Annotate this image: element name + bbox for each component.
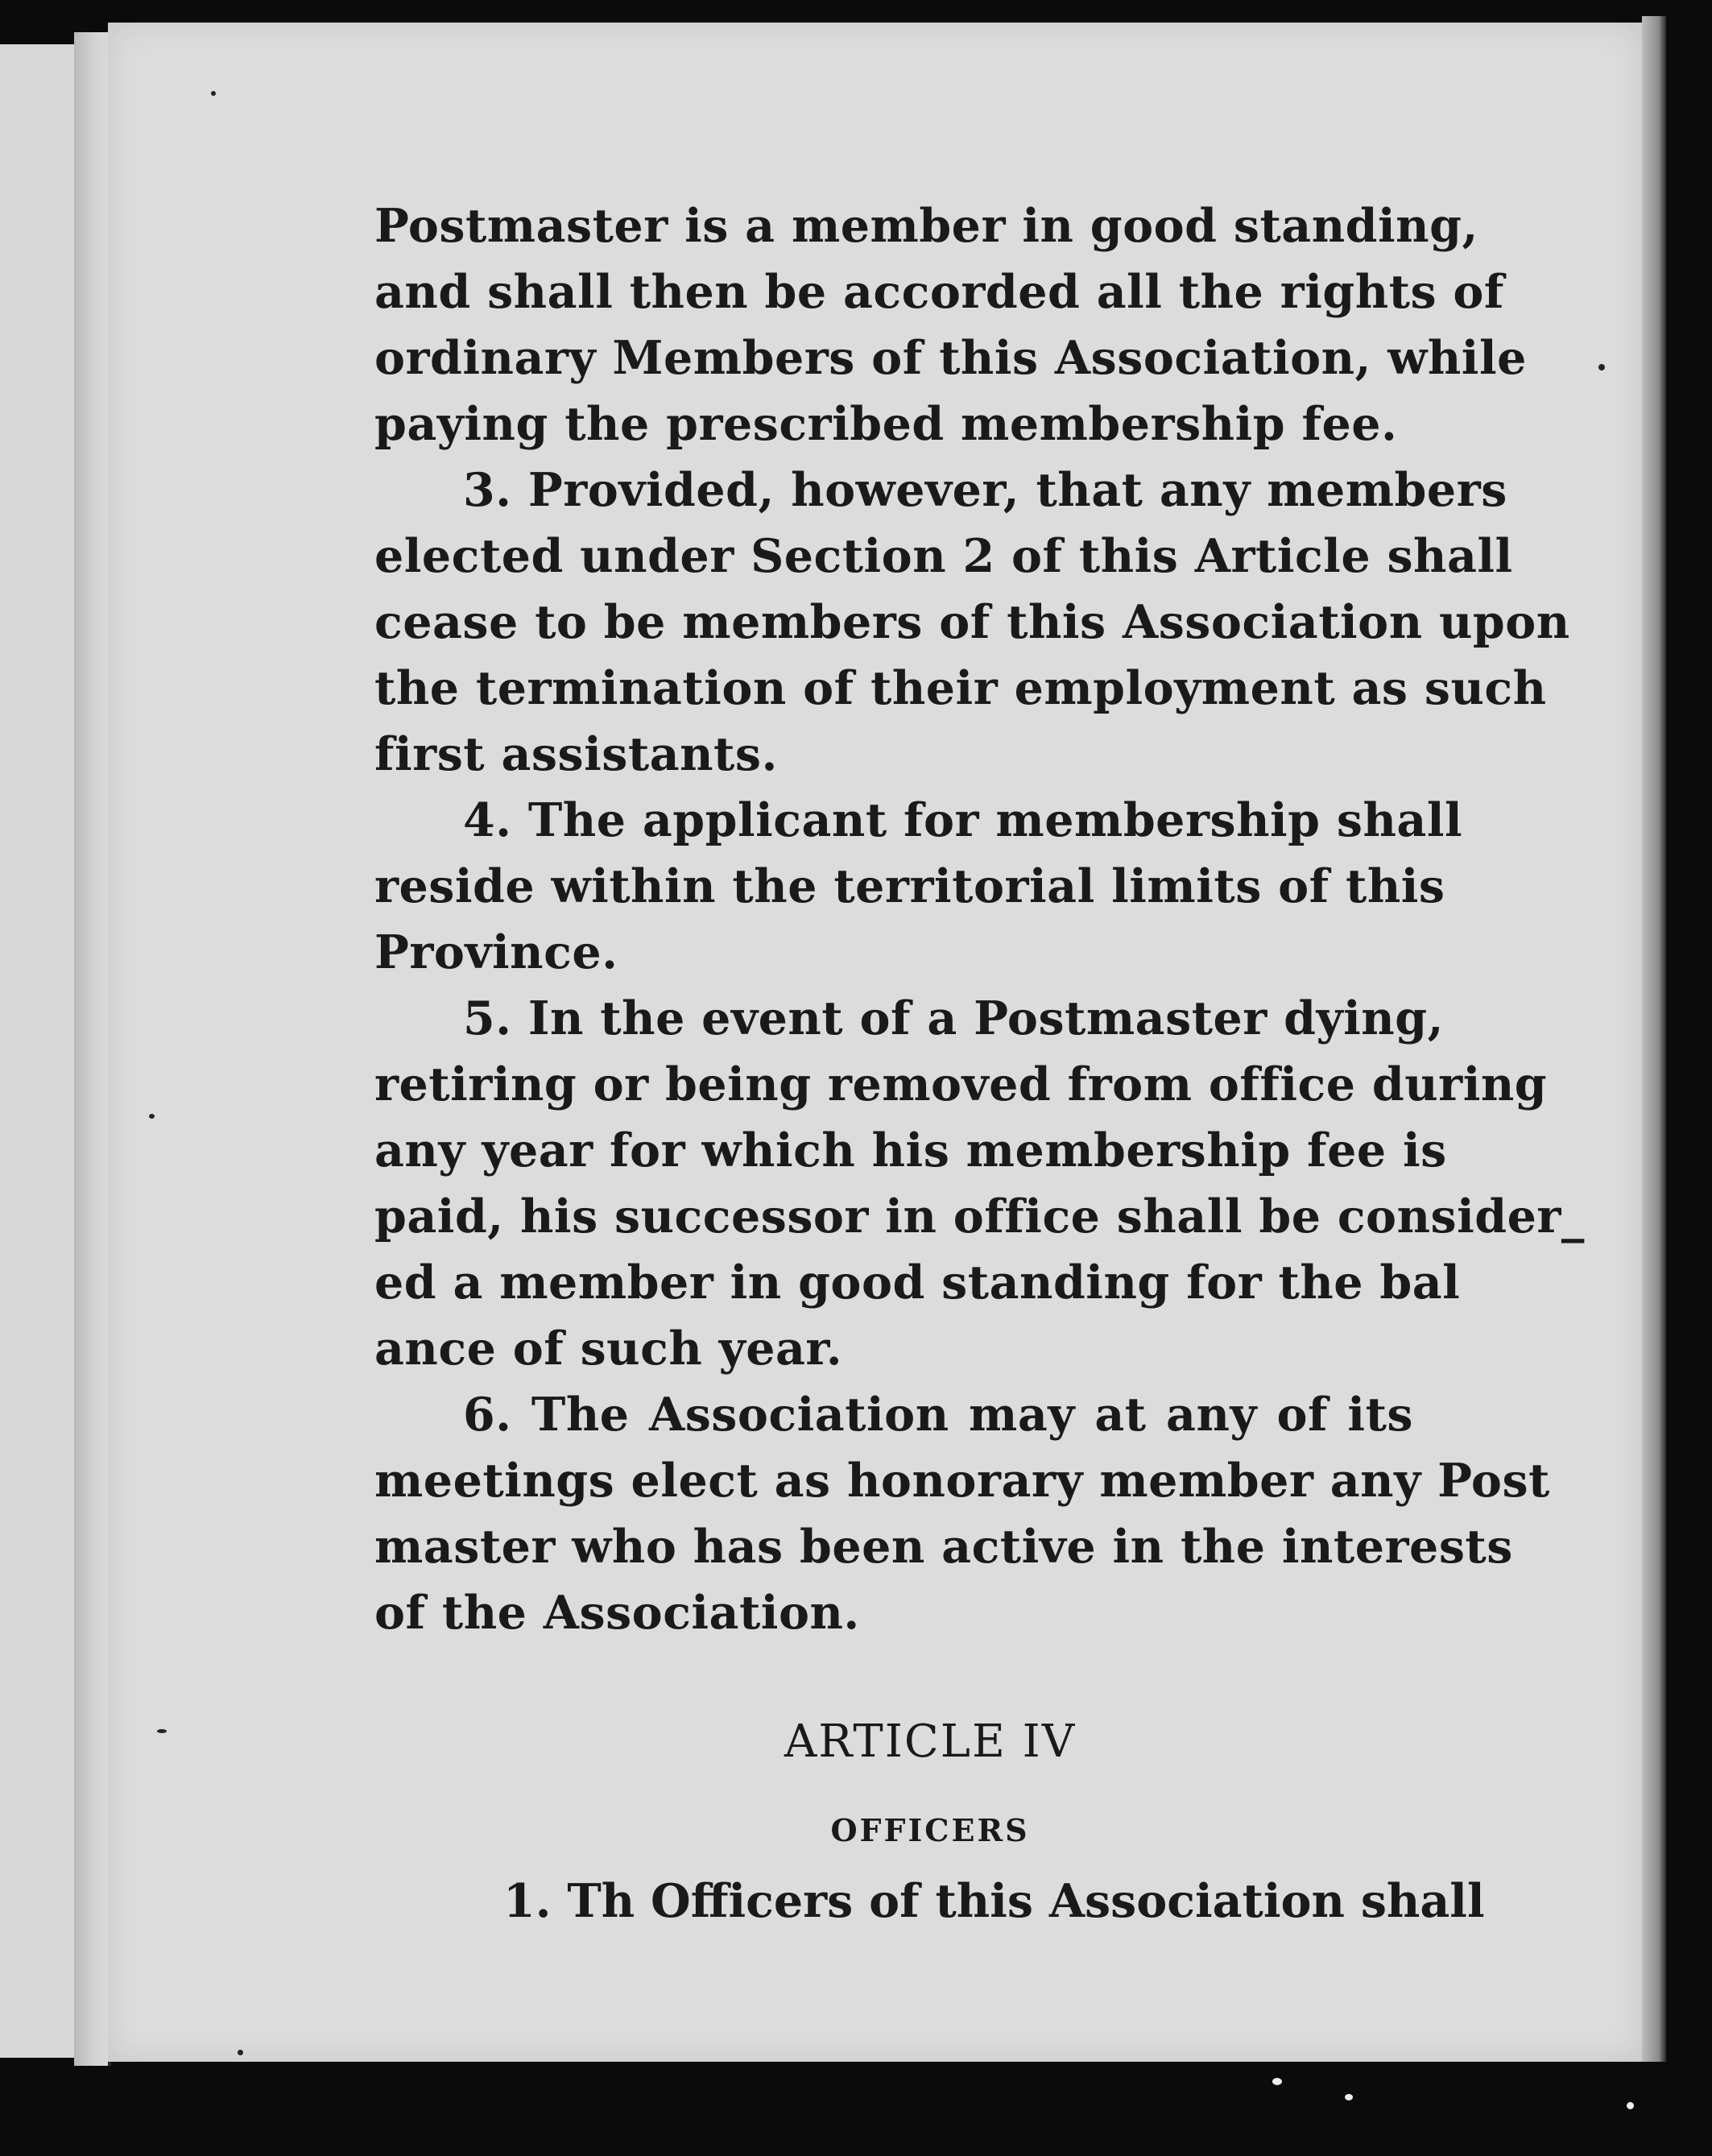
text-line: 3. Provided, however, that any members [463, 463, 1507, 517]
text-line: first assistants. [374, 727, 778, 781]
text-line: of the Association. [374, 1586, 860, 1640]
text-line: retiring or being removed from office during [374, 1057, 1548, 1111]
text-line: reside within the territorial limits of this [374, 859, 1445, 913]
article-heading: ARTICLE IV [784, 1715, 1077, 1768]
ink-speck [1627, 2102, 1634, 2109]
ink-speck [157, 1729, 167, 1733]
section-heading: OFFICERS [830, 1812, 1030, 1848]
right-page-edge [1642, 16, 1666, 2062]
ink-speck [1598, 364, 1605, 370]
text-line: Province. [374, 925, 618, 979]
text-line: paid, his successor in office shall be consider_ [374, 1190, 1585, 1244]
left-page-edge [0, 44, 77, 2058]
book-gutter [74, 32, 111, 2066]
text-line: paying the prescribed membership fee. [374, 397, 1398, 451]
text-line: elected under Section 2 of this Article shall [374, 529, 1513, 583]
text-line: 5. In the event of a Postmaster dying, [463, 991, 1444, 1045]
ink-speck [1272, 2078, 1282, 2085]
text-line: cease to be members of this Association upon [374, 595, 1570, 649]
ink-speck [1345, 2094, 1353, 2100]
body-text [374, 193, 1585, 1646]
text-line: 6. The Association may at any of its [463, 1388, 1413, 1442]
text-line: Postmaster is a member in good standing, [374, 199, 1478, 253]
ink-speck [149, 1114, 155, 1119]
text-line: 1. Th Officers of this Association shall [503, 1874, 1485, 1928]
text-line: meetings elect as honorary member any Post [374, 1454, 1550, 1508]
text-line: the termination of their employment as such [374, 661, 1547, 715]
text-line: any year for which his membership fee is [374, 1124, 1447, 1177]
text-line: 4. The applicant for membership shall [463, 793, 1463, 847]
ink-speck [211, 91, 216, 96]
ink-speck [238, 2050, 243, 2055]
text-line: ance of such year. [374, 1322, 843, 1376]
text-line: ed a member in good standing for the bal [374, 1256, 1461, 1310]
text-line: and shall then be accorded all the rights of [374, 265, 1504, 319]
text-line: ordinary Members of this Association, while [374, 331, 1527, 385]
text-line: master who has been active in the interests [374, 1520, 1513, 1574]
